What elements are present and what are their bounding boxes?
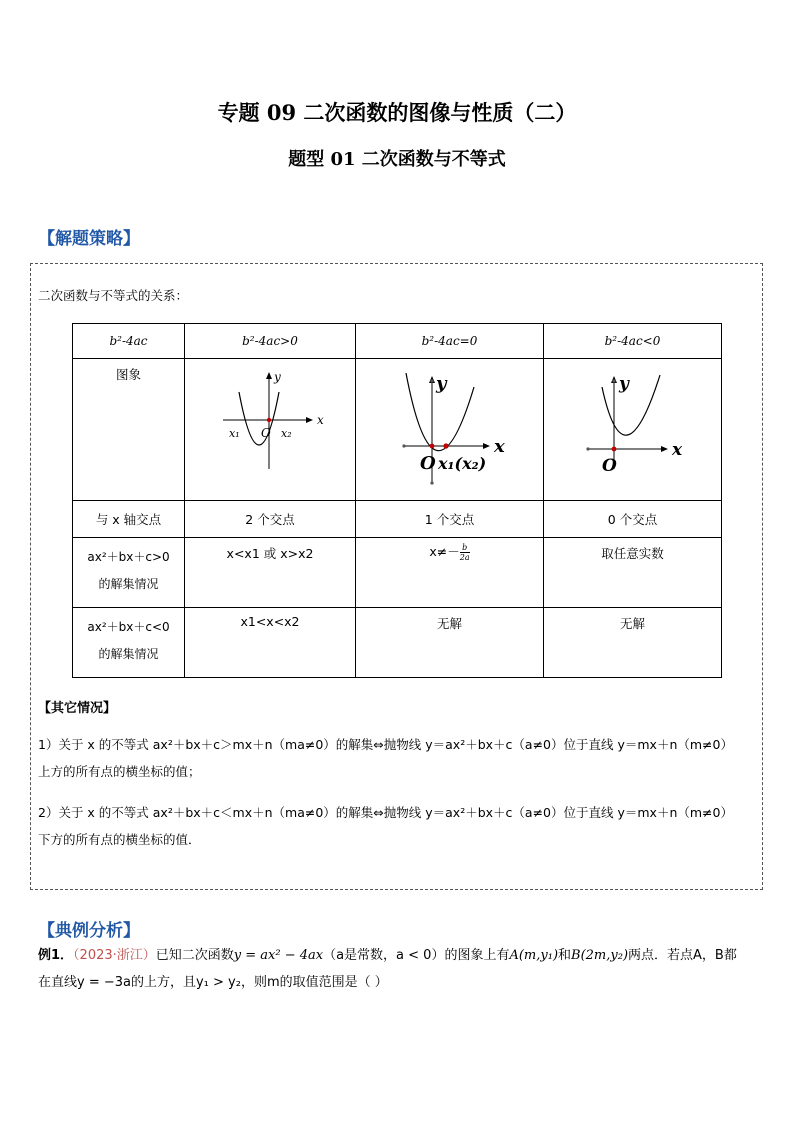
- graph-two-roots: [185, 359, 356, 501]
- example-point-b: B(2m,y₂): [571, 948, 629, 963]
- parabola-two-roots-graph: [185, 359, 355, 497]
- table-row: [73, 538, 722, 608]
- table-row: [73, 324, 722, 359]
- example-function: y = ax² − 4ax: [233, 948, 324, 963]
- example-1: [38, 942, 763, 996]
- header-cell: b²-4ac>0: [185, 324, 356, 359]
- other2-line1: 2）关于 x 的不等式 ax²＋bx＋c＜mx＋n（ma≠0）的解集⇔抛物线 y＝ax²＋bx＋c（a≠0）位于直线 y＝mx＋n（m≠0）: [38, 805, 733, 820]
- gt-cell: 取任意实数: [544, 538, 722, 608]
- example-line1: [38, 942, 763, 969]
- graph2-y-label: y: [436, 373, 447, 394]
- other1-line1: 1）关于 x 的不等式 ax²＋bx＋c＞mx＋n（ma≠0）的解集⇔抛物线 y＝ax²＋bx＋c（a≠0）位于直线 y＝mx＋n（m≠0）: [38, 737, 733, 752]
- example-text-c: 两点．若点A，B都: [628, 948, 737, 963]
- other1-line2: 上方的所有点的横坐标的值；: [38, 764, 201, 779]
- fraction: [460, 543, 470, 562]
- other-case-1: [38, 731, 758, 785]
- example-text-b: （a是常数，a < 0）的图象上有: [323, 948, 510, 963]
- example-source: （2023·浙江）: [73, 948, 156, 963]
- gt-label-line2: 的解集情况: [98, 577, 159, 591]
- graph2-root-label: x₁(x₂): [438, 454, 487, 473]
- gt-label-line1: ax²＋bx＋c>0: [87, 550, 170, 564]
- lt-cell: 无解: [544, 608, 722, 678]
- graph2-x-label: x: [494, 436, 505, 457]
- page-subtitle: 题型 01 二次函数与不等式: [288, 149, 506, 170]
- graph1-x-label: x: [317, 413, 324, 427]
- example-label: 例1．: [38, 948, 74, 963]
- intro-text: 二次函数与不等式的关系：: [38, 288, 189, 303]
- relation-table: [72, 323, 722, 678]
- graph3-y-label: y: [619, 374, 629, 394]
- table-row: [73, 359, 722, 501]
- parabola-no-root-graph: [544, 359, 722, 497]
- page-title: 专题 09 二次函数的图像与性质（二）: [217, 100, 577, 125]
- fraction-denominator: 2a: [459, 553, 470, 562]
- graph2-origin-label: O: [420, 453, 436, 474]
- other2-line2: 下方的所有点的横坐标的值．: [38, 832, 201, 847]
- graph-one-root: [356, 359, 544, 501]
- gt-cell-fraction: [356, 538, 544, 608]
- example-text-a: 已知二次函数: [155, 948, 234, 963]
- graph1-y-label: y: [274, 370, 281, 384]
- table-row: [73, 501, 722, 538]
- gt-row-label: [73, 538, 185, 608]
- parabola-one-root-graph: [356, 359, 544, 497]
- intersect-label: 与 x 轴交点: [73, 501, 185, 538]
- header-cell: b²-4ac=0: [356, 324, 544, 359]
- header-cell: b²-4ac: [73, 324, 185, 359]
- intersect-cell: 1 个交点: [356, 501, 544, 538]
- example-point-a: A(m,y₁): [509, 948, 559, 963]
- lt-row-label: [73, 608, 185, 678]
- intersect-cell: 2 个交点: [185, 501, 356, 538]
- example-line2: 在直线y = −3a的上方，且y₁ > y₂，则m的取值范围是（ ）: [38, 975, 388, 990]
- other-heading: 【其它情况】: [38, 701, 117, 716]
- graph1-x1-label: x₁: [229, 427, 240, 440]
- gt-cell: x<x1 或 x>x2: [185, 538, 356, 608]
- example-heading: 【典例分析】: [38, 921, 140, 941]
- lt-cell: 无解: [356, 608, 544, 678]
- graph3-x-label: x: [672, 440, 683, 460]
- image-row-label: 图象: [73, 359, 185, 501]
- gt-fraction-prefix: x≠－: [429, 544, 460, 559]
- fraction-numerator: b: [460, 543, 470, 553]
- lt-label-line1: ax²＋bx＋c<0: [87, 620, 170, 634]
- lt-label-line2: 的解集情况: [98, 647, 159, 661]
- lt-cell: x1<x<x2: [185, 608, 356, 678]
- graph1-x2-label: x₂: [281, 427, 292, 440]
- table-row: [73, 608, 722, 678]
- graph3-origin-label: O: [602, 456, 617, 476]
- header-cell: b²-4ac<0: [544, 324, 722, 359]
- other-case-2: [38, 799, 758, 853]
- graph-no-root: [544, 359, 722, 501]
- graph1-origin-label: O: [261, 426, 271, 440]
- intersect-cell: 0 个交点: [544, 501, 722, 538]
- strategy-heading: 【解题策略】: [38, 229, 140, 249]
- example-and: 和: [558, 948, 572, 963]
